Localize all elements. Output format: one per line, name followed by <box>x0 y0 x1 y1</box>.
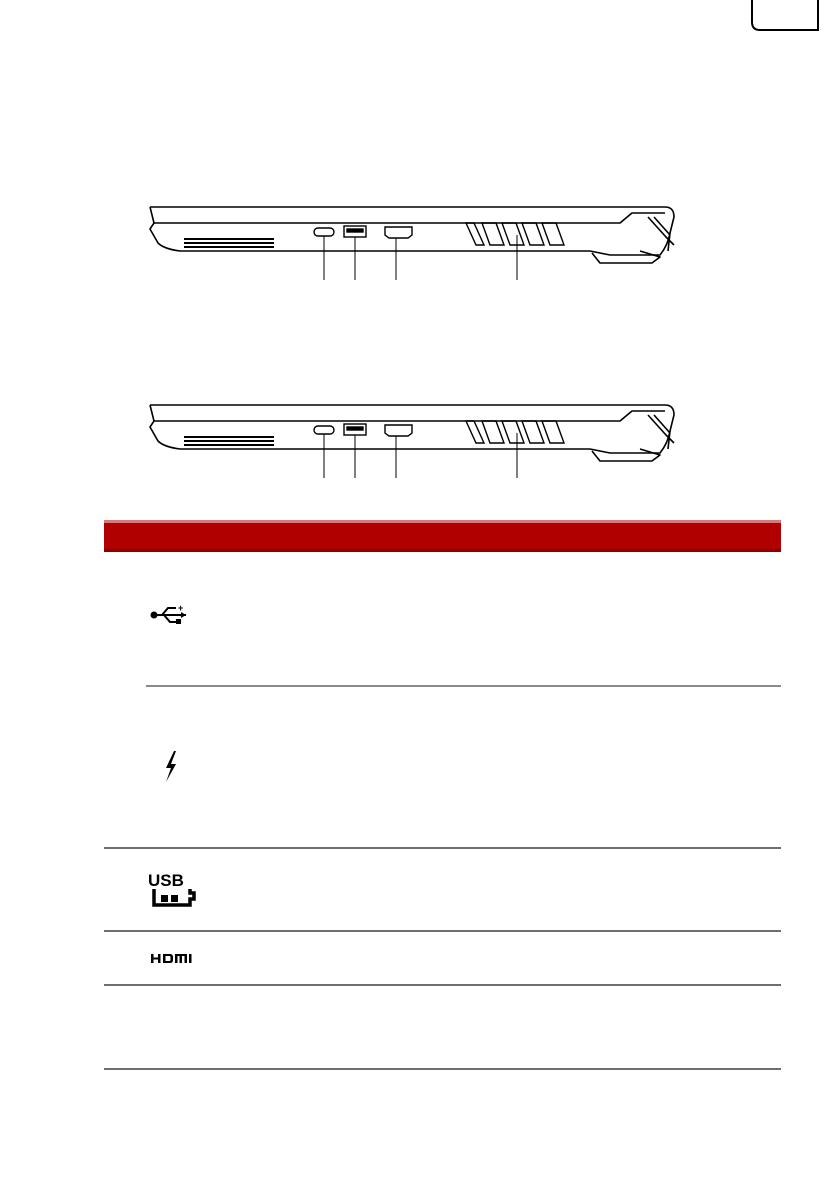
usb-power-charging-icon <box>148 871 200 914</box>
table-row <box>146 552 781 687</box>
usb-c-port <box>314 426 334 434</box>
laptop-side-view-figure <box>140 195 685 285</box>
vent-slots <box>466 223 564 245</box>
page-corner-mark <box>0 0 839 40</box>
vent-slots <box>466 421 564 443</box>
speaker-grille <box>184 238 274 248</box>
speaker-grille <box>184 436 274 446</box>
table-row <box>104 687 781 849</box>
hdmi-icon <box>151 952 195 971</box>
table-row <box>104 849 781 932</box>
table-row <box>104 986 781 1070</box>
thunderbolt-icon <box>162 751 180 788</box>
usb-icon <box>150 604 190 631</box>
svg-text:USB: USB <box>148 871 184 890</box>
laptop-side-view-figure <box>140 393 685 483</box>
hdmi-port <box>385 425 412 436</box>
table-row <box>104 932 781 986</box>
table-header-bar <box>104 520 781 552</box>
svg-text:+: + <box>178 604 184 613</box>
hdmi-port <box>385 227 412 238</box>
port-spec-table <box>104 520 781 1070</box>
usb-c-port <box>314 228 334 236</box>
